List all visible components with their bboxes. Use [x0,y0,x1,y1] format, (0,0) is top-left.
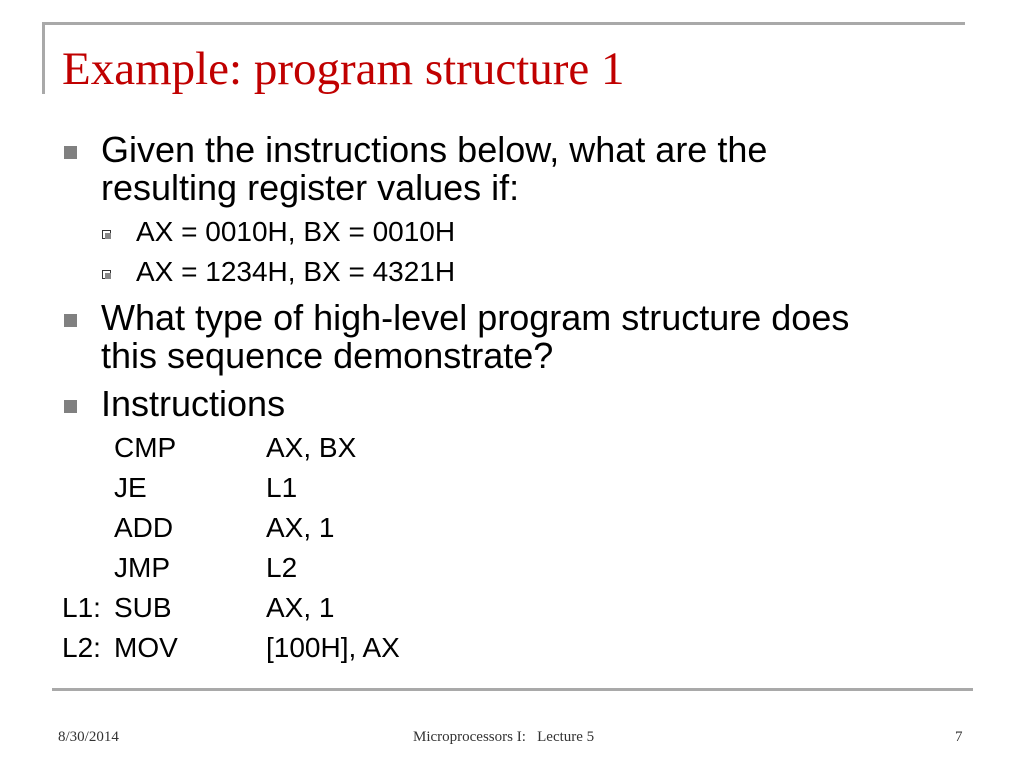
sub-bullet-box-icon [102,230,111,239]
bullet-text: resulting register values if: [101,167,520,208]
bullet-text: What type of high-level program structure does [101,297,850,338]
code-opcode: JMP [114,552,170,583]
code-opcode: CMP [114,432,177,463]
code-opcode: JE [114,472,147,503]
code-label: L1: [62,592,101,623]
bullet-square-icon [64,146,77,159]
bullet-square-icon [64,400,77,413]
sub-bullet-box-icon [102,270,111,279]
code-operands: AX, 1 [266,512,335,543]
frame-left-line [42,22,45,94]
code-operands: [100H], AX [266,632,400,663]
footer-divider-line [52,688,973,691]
footer-page-number: 7 [955,729,963,745]
code-opcode: SUB [114,592,172,623]
bullet-square-icon [64,314,77,327]
code-operands: L2 [266,552,298,583]
frame-top-line [42,22,965,25]
bullet-text: this sequence demonstrate? [101,335,554,376]
code-label: L2: [62,632,101,663]
code-opcode: MOV [114,632,178,663]
code-operands: AX, 1 [266,592,335,623]
sub-bullet-text: AX = 0010H, BX = 0010H [136,216,456,247]
slide-title: Example: program structure 1 [62,43,625,95]
sub-bullet-text: AX = 1234H, BX = 4321H [136,256,456,287]
footer-title: Microprocessors I: Lecture 5 [413,729,595,745]
bullet-text: Given the instructions below, what are the [101,129,768,170]
code-opcode: ADD [114,512,174,543]
code-operands: L1 [266,472,298,503]
footer-date: 8/30/2014 [58,729,119,745]
code-operands: AX, BX [266,432,357,463]
bullet-text: Instructions [101,383,286,424]
